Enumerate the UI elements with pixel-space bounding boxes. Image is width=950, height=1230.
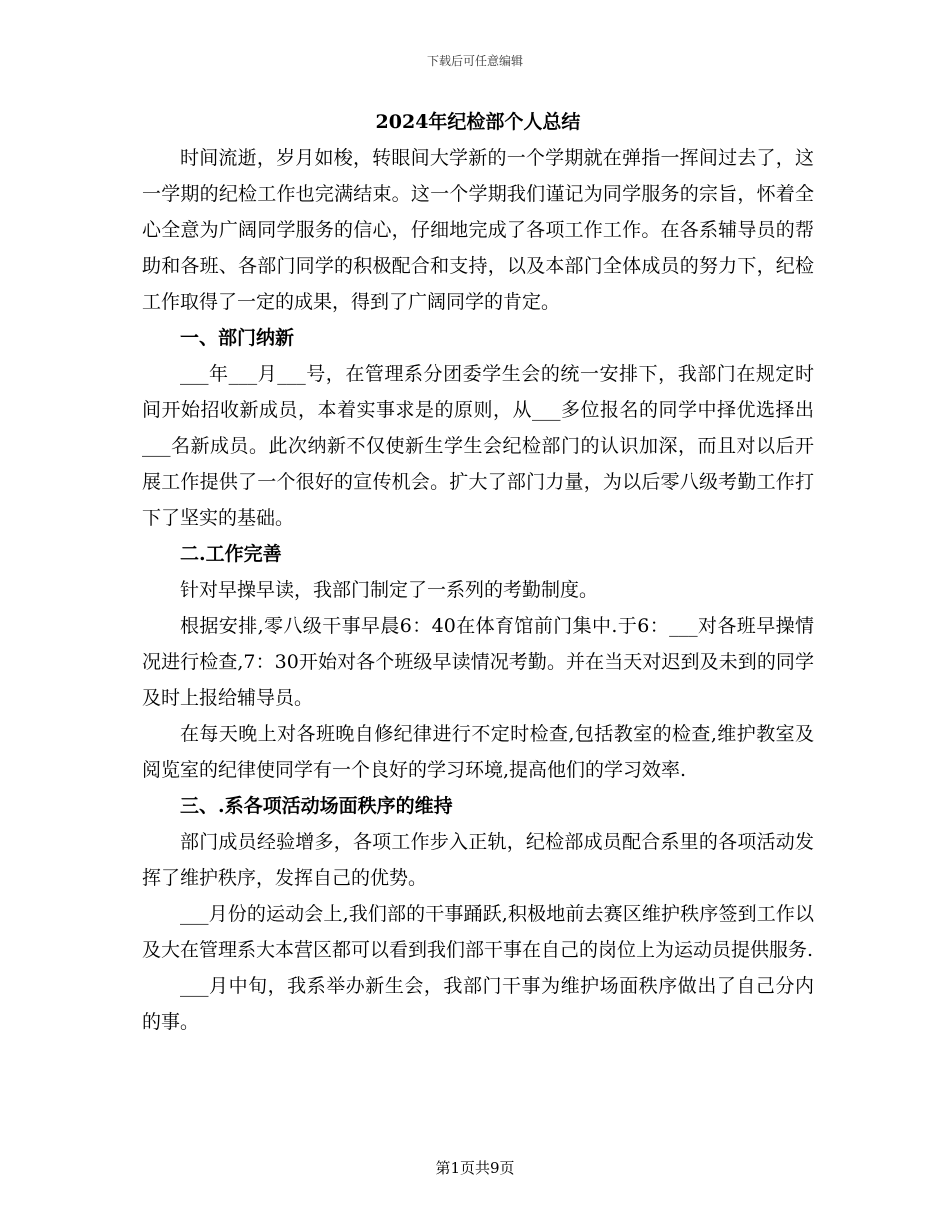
intro-paragraph: 时间流逝，岁月如梭，转眼间大学新的一个学期就在弹指一挥间过去了，这一学期的纪检工作也完满结束。这一个学期我们谨记为同学服务的宗旨，怀着全心全意为广阔同学服务的信心，仔细地完成了各项工作工作。在各系辅导员的帮助和各班、各部门同学的积极配合和支持，以及本部门全体成员的努力下，纪检工作取得了一定的成果，得到了广阔同学的肯定。 <box>142 147 814 313</box>
section-heading-order-maintenance: 三、.系各项活动场面秩序的维持 <box>180 795 453 817</box>
sports-meet-paragraph: ___月份的运动会上,我们部的干事踊跃,积极地前去赛区维护秩序签到工作以及大在管理系大本营区都可以看到我们部干事在自己的岗位上为运动员提供服务. <box>142 903 814 961</box>
section-heading-work-improvement: 二.工作完善 <box>180 543 282 565</box>
page-header-note: 下载后可任意编辑 <box>426 54 523 68</box>
section-heading-recruitment: 一、部门纳新 <box>180 327 295 349</box>
recruitment-paragraph: ___年___月___号，在管理系分团委学生会的统一安排下，我部门在规定时间开始招收新成员，本着实事求是的原则，从___多位报名的同学中择优选择出___名新成员。此次纳新不仅使新生学生会纪检部门的认识加深，而且对以后开展工作提供了一个很好的宣传机会。扩大了部门力量，为以后零八级考勤工作打下了坚实的基础。 <box>142 363 814 529</box>
document-title: 2024年纪检部个人总结 <box>375 111 581 133</box>
evening-check-paragraph: 在每天晚上对各班晚自修纪律进行不定时检查,包括教室的检查,维护教室及阅览室的纪律使同学有一个良好的学习环境,提高他们的学习效率. <box>142 723 814 781</box>
document-body <box>142 104 814 1040</box>
attendance-rules-paragraph: 针对早操早读，我部门制定了一系列的考勤制度。 <box>180 579 599 601</box>
freshman-meeting-paragraph: ___月中旬，我系举办新生会，我部门干事为维护场面秩序做出了自己分内的事。 <box>142 975 814 1033</box>
morning-check-paragraph: 根据安排,零八级干事早晨6：40在体育馆前门集中.于6：___对各班早操情况进行检查,7：30开始对各个班级早读情况考勤。并在当天对迟到及未到的同学及时上报给辅导员。 <box>142 615 814 709</box>
page-number-footer: 第1页共9页 <box>435 1159 515 1177</box>
members-experience-paragraph: 部门成员经验增多，各项工作步入正轨，纪检部成员配合系里的各项活动发挥了维护秩序，发挥自己的优势。 <box>142 831 814 889</box>
